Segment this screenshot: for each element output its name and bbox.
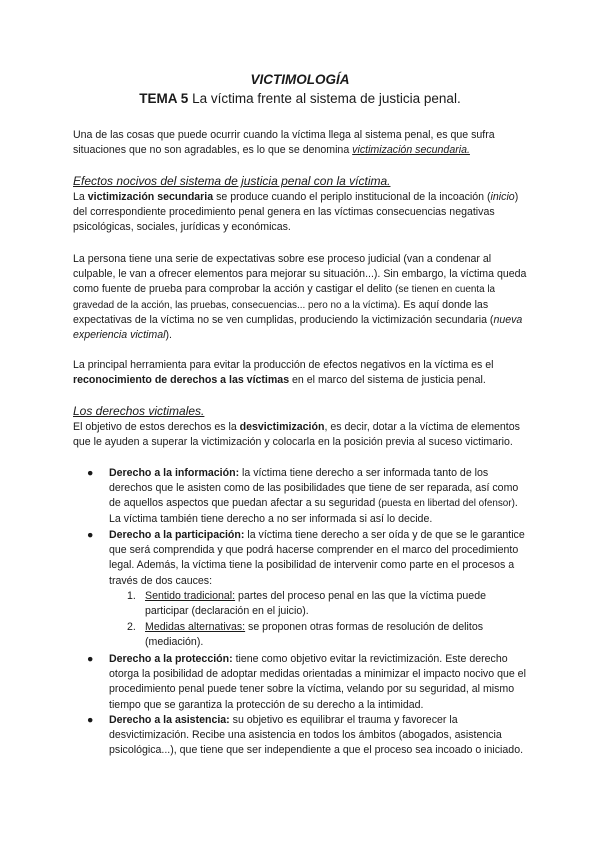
list-item-title: Derecho a la participación: (109, 529, 245, 541)
list-item-title: Medidas alternativas: (145, 621, 246, 633)
subtitle-text: La víctima frente al sistema de justicia penal. (188, 91, 461, 106)
list-item-informacion (87, 466, 532, 527)
list-item-proteccion (87, 652, 532, 713)
text-run: La persona tiene una serie de expectativas sobre ese proceso judicial (van a condenar al culpable, le van a ofrecer elementos para mejorar su situación...). Sin embargo, la víctima queda como fuente de prueba para comprobar la acción y castigar el delito (73, 253, 527, 296)
text-run: ). (165, 329, 172, 342)
text-run: La (73, 191, 88, 203)
list-item-participacion (87, 528, 532, 589)
list-item-asistencia (87, 713, 532, 759)
text-italic: inicio (490, 191, 515, 203)
list-item-title: Derecho a la asistencia: (109, 714, 230, 726)
list-item-title: Derecho a la información: (109, 467, 240, 479)
text-run: ) del correspondiente procedimiento penal genera en las víctimas consecuencias negativas psicológicas, sociales, jurídicas y económicas. (73, 191, 519, 234)
bullet-icon: ● (87, 467, 94, 479)
list-item-text: la víctima tiene derecho a ser informada tanto de los derechos que le asisten como de las posibilidades que tiene de ser reparada, así como de aquellos aspectos que puedan afectar a su seguridad (109, 467, 519, 510)
numbered-item-sentido-tradicional (127, 589, 532, 619)
paragraph-expectativas (73, 252, 535, 343)
intro-text: Una de las cosas que puede ocurrir cuando la víctima llega al sistema penal, es que sufra situaciones que no son agradables, es lo que se denomina (73, 129, 495, 157)
list-item-title: Derecho a la protección: (109, 653, 233, 665)
bullet-icon: ● (87, 653, 94, 665)
intro-term: victimización secundaria. (352, 144, 470, 157)
bullet-icon: ● (87, 529, 94, 541)
list-item-title: Sentido tradicional: (145, 590, 236, 602)
list-item-text: su objetivo es equilibrar el trauma y favorecer la desvictimización. Recibe una asistencia en todos los ámbitos (abogados, asistencia psicológica...), que tiene que ser independiente a que el proceso sea incoado o iniciado. (109, 714, 524, 757)
list-item-text: . La víctima también tiene derecho a no ser informada si así lo decide. (109, 497, 518, 525)
list-number: 2. (127, 621, 136, 633)
list-item-small: (puesta en libertad del ofensor) (378, 498, 515, 510)
text-run: El objetivo de estos derechos es la (73, 421, 240, 433)
list-number: 1. (127, 590, 136, 602)
section-heading-derechos: Los derechos victimales. (73, 404, 205, 418)
paragraph-victimizacion (73, 190, 535, 236)
subtitle-topic: TEMA 5 (139, 91, 189, 106)
page-subtitle (0, 91, 600, 106)
paragraph-objetivo (73, 420, 535, 450)
bullet-icon: ● (87, 714, 94, 726)
text-run: , es decir, dotar a la víctima de elementos que le ayuden a superar la victimización y colocarla en la posición previa al suceso victimario. (73, 421, 520, 449)
list-item-text: partes del proceso penal en las que la víctima puede participar (declaración en el juicio). (145, 590, 486, 618)
text-small: (se tienen en cuenta la gravedad de la acción, las pruebas, consecuencias... pero no a la víctima) (73, 284, 496, 311)
text-run: se produce cuando el periplo institucional de la incoación ( (213, 191, 491, 203)
text-italic: nueva experiencia victimal (73, 313, 523, 342)
text-bold: desvictimización (239, 421, 325, 433)
list-item-text: la víctima tiene derecho a ser oída y de que se le garantice que será comprendida y que podrá hacerse comprender en el marco del procedimiento legal. Además, la víctima tiene la posibilidad de intervenir como parte en el procesos a través de dos cauces: (109, 529, 525, 587)
text-run: en el marco del sistema de justicia penal. (289, 374, 486, 387)
text-bold: victimización secundaria (87, 191, 214, 203)
paragraph-herramienta (73, 358, 535, 388)
text-run: La principal herramienta para evitar la producción de efectos negativos en la víctima es el (73, 359, 494, 371)
intro-paragraph (73, 128, 535, 158)
page-title: VICTIMOLOGÍA (250, 72, 350, 87)
list-item-text: tiene como objetivo evitar la revictimización. Este derecho otorga la posibilidad de adoptar medidas orientadas a minimizar el impacto nocivo que el procedimiento penal puede tener sobre la víctima, velando por su seguridad, al mismo tiempo que se garantiza la protección de su derecho a la intimidad. (109, 653, 526, 711)
text-bold: reconocimiento de derechos a las víctimas (73, 374, 290, 387)
list-item-text: se proponen otras formas de resolución de delitos (mediación). (145, 621, 484, 649)
text-run: . Es aquí donde las expectativas de la víctima no se ven cumplidas, produciendo la victimización secundaria ( (73, 298, 494, 326)
numbered-item-medidas-alternativas (127, 620, 532, 650)
section-heading-efectos: Efectos nocivos del sistema de justicia penal con la víctima. (73, 174, 391, 188)
